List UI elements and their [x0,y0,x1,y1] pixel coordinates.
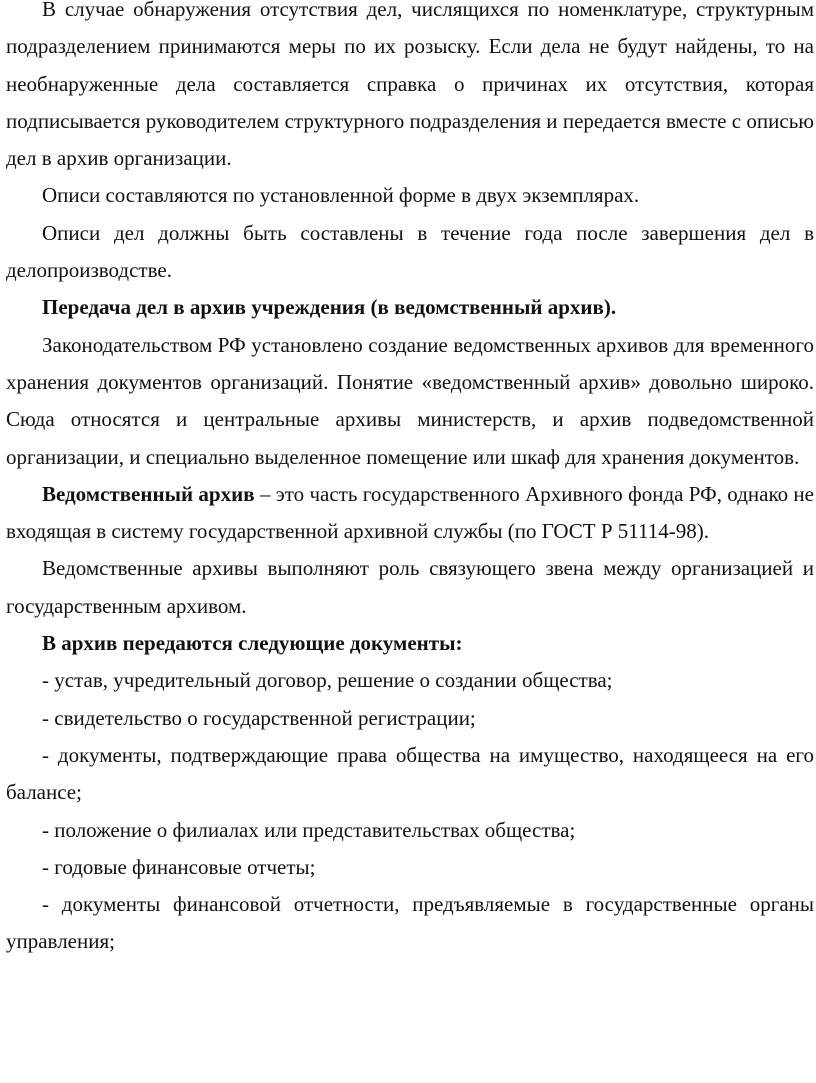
document-page [6,0,814,961]
paragraph-definition [6,476,814,551]
paragraph-missing-files: В случае обнаружения отсутствия дел, числящихся по номенклатуре, структурным подразделением принимаются меры по их розыску. Если дела не будут найдены, то на необнаруженные дела составляется справка о причинах их отсутствия, которая подписывается руководителем структурного подразделения и передается вместе с описью дел в архив организации. [6,0,814,171]
list-item: - документы финансовой отчетности, предъявляемые в государственные органы управления; [6,892,814,954]
list-item: - документы, подтверждающие права общества на имущество, находящееся на его балансе; [6,742,814,805]
heading-documents-transferred: В архив передаются следующие документы: [42,631,463,656]
list-item: - положение о филиалах или представительствах общества; [42,817,576,842]
paragraph-inventory-form: Описи составляются по установленной форме в двух экземплярах. [42,183,640,208]
list-item: - свидетельство о государственной регистрации; [42,705,476,730]
heading-transfer-to-archive: Передача дел в архив учреждения (в ведомственный архив). [42,295,617,320]
paragraph-archive-role: Ведомственные архивы выполняют роль связующего звена между организацией и государственным архивом. [6,556,814,618]
list-item: - годовые финансовые отчеты; [42,854,316,879]
paragraph-inventory-deadline: Описи дел должны быть составлены в течение года после завершения дел в делопроизводстве. [6,220,814,283]
defined-term: Ведомственный архив [42,481,255,506]
definition-text: – это часть государственного Архивного фонда РФ, однако не входящая в систему государственной архивной службы (по ГОСТ Р 51114-98). [6,481,814,544]
paragraph-departmental-archives: Законодательством РФ установлено создание ведомственных архивов для временного хранения документов организаций. Понятие «ведомственный архив» довольно широко. Сюда относятся и центральные архивы министерств, и архив подведомственной организации, и специально выделенное помещение или шкаф для хранения документов. [6,332,814,469]
list-item: - устав, учредительный договор, решение о создании общества; [42,668,613,693]
